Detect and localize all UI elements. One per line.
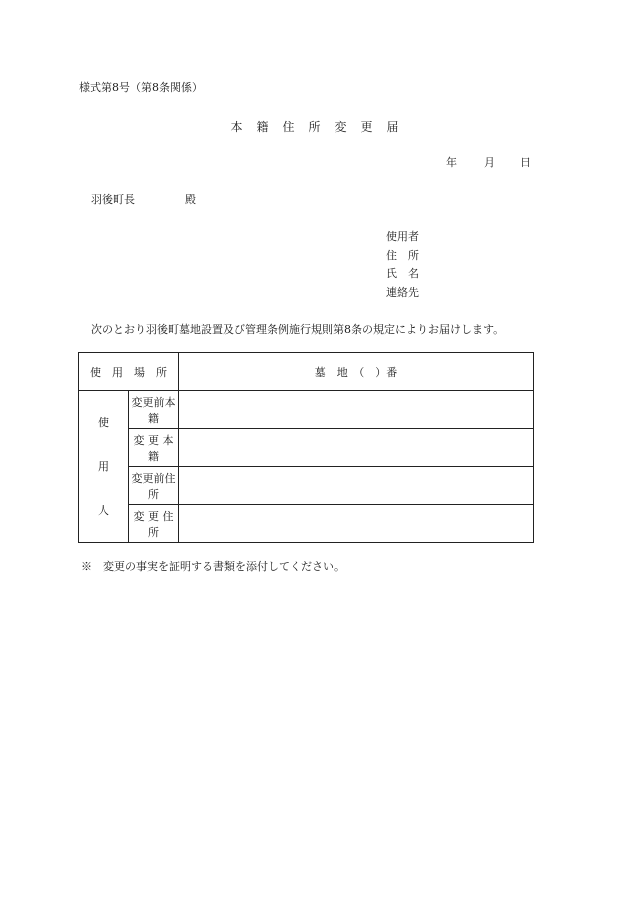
- row-value-prev-address[interactable]: [179, 467, 534, 505]
- date-year-label: 年: [446, 156, 457, 169]
- table-row: [79, 505, 534, 543]
- document-title: 本 籍 住 所 変 更 届: [230, 120, 400, 134]
- table-row: [79, 467, 534, 505]
- user-group-char-3: 人: [98, 503, 109, 517]
- form-number: 様式第8号（第8条関係）: [79, 81, 203, 94]
- attachment-note: ※ 変更の事実を証明する書類を添付してください。: [81, 560, 345, 573]
- user-group-label: [79, 391, 129, 543]
- statement-text: 次のとおり羽後町墓地設置及び管理条例施行規則第8条の規定によりお届けします。: [91, 323, 505, 336]
- row-label-prev-domicile: 変更前本籍: [129, 391, 179, 429]
- applicant-block: [386, 230, 419, 304]
- table-row: [79, 391, 534, 429]
- date-line: [446, 156, 531, 170]
- usage-place-value[interactable]: 墓 地 （ ）番: [179, 353, 534, 391]
- date-day-label: 日: [520, 156, 531, 169]
- addressee: [91, 193, 196, 207]
- row-value-prev-domicile[interactable]: [179, 391, 534, 429]
- user-group-char-1: 使: [98, 415, 109, 429]
- addressee-name: 羽後町長: [91, 193, 135, 206]
- change-form-table: [78, 352, 534, 543]
- date-month-label: 月: [484, 156, 495, 169]
- row-label-new-domicile: 変 更 本 籍: [129, 429, 179, 467]
- addressee-honorific: 殿: [185, 193, 196, 206]
- applicant-address-label: 住 所: [386, 248, 419, 262]
- applicant-user-label: 使用者: [386, 230, 419, 243]
- user-group-char-2: 用: [98, 459, 109, 473]
- row-label-prev-address: 変更前住所: [129, 467, 179, 505]
- row-label-new-address: 変 更 住 所: [129, 505, 179, 543]
- table-row: [79, 429, 534, 467]
- row-value-new-address[interactable]: [179, 505, 534, 543]
- table-row-usage-place: [79, 353, 534, 391]
- usage-place-label: 使 用 場 所: [79, 353, 179, 391]
- applicant-name-label: 氏 名: [386, 267, 419, 280]
- row-value-new-domicile[interactable]: [179, 429, 534, 467]
- applicant-contact-label: 連絡先: [386, 285, 419, 299]
